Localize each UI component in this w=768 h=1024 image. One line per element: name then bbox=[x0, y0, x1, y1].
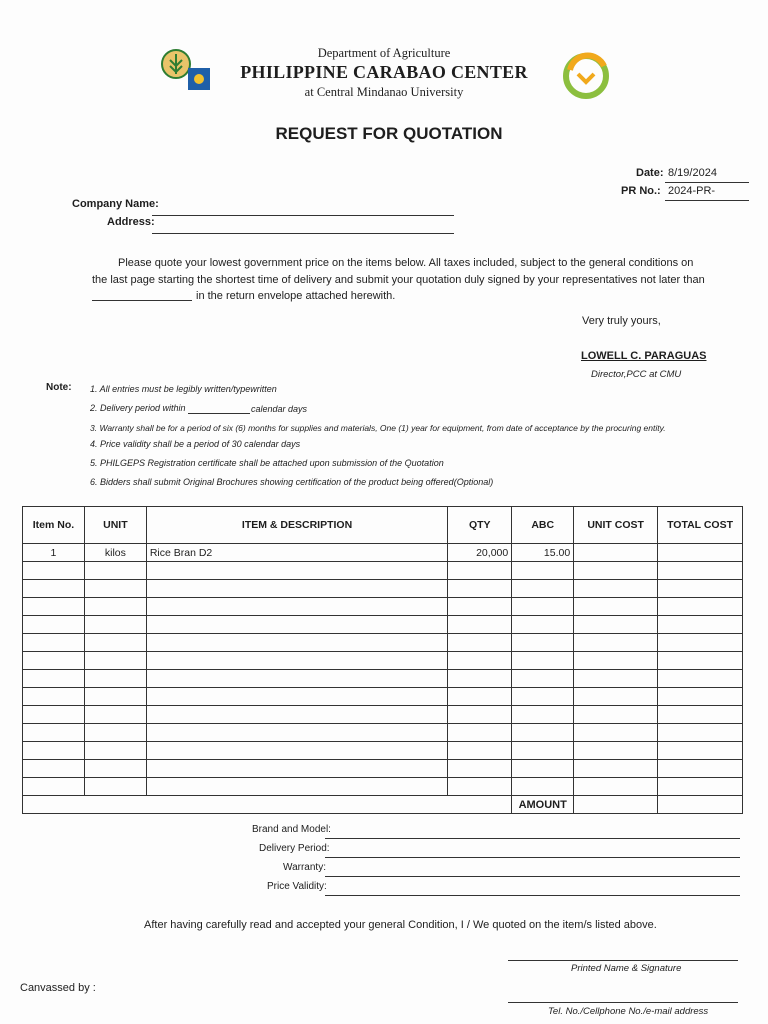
table-cell[interactable] bbox=[574, 688, 658, 706]
date-value: 8/19/2024 bbox=[668, 167, 717, 179]
table-cell[interactable] bbox=[658, 688, 743, 706]
table-cell bbox=[146, 688, 447, 706]
table-cell bbox=[146, 652, 447, 670]
col-description: ITEM & DESCRIPTION bbox=[146, 507, 447, 544]
note-item-5: 5. PHILGEPS Registration certificate shall be attached upon submission of the Quotation bbox=[90, 458, 444, 468]
table-cell bbox=[448, 760, 512, 778]
table-cell[interactable] bbox=[658, 634, 743, 652]
table-cell[interactable] bbox=[574, 742, 658, 760]
table-cell bbox=[84, 670, 146, 688]
table-row bbox=[23, 724, 743, 742]
note-item-6: 6. Bidders shall submit Original Brochures showing certification of the product being offered(Optional) bbox=[90, 477, 494, 487]
closing: Very truly yours, bbox=[582, 315, 661, 327]
table-cell bbox=[146, 760, 447, 778]
cell-description: Rice Bran D2 bbox=[146, 544, 447, 562]
table-cell[interactable] bbox=[574, 616, 658, 634]
table-cell bbox=[512, 724, 574, 742]
table-cell bbox=[84, 778, 146, 796]
table-cell bbox=[448, 598, 512, 616]
quotation-table bbox=[22, 506, 743, 814]
table-row bbox=[23, 616, 743, 634]
brand-line[interactable] bbox=[325, 838, 740, 839]
col-abc: ABC bbox=[512, 507, 574, 544]
col-unit: UNIT bbox=[84, 507, 146, 544]
note-label: Note: bbox=[46, 382, 72, 393]
cell-item-no: 1 bbox=[23, 544, 85, 562]
table-cell bbox=[23, 652, 85, 670]
table-row bbox=[23, 688, 743, 706]
intro-line-1: Please quote your lowest government price on the items below. All taxes included, subject to the general conditions on bbox=[118, 257, 694, 269]
table-cell bbox=[23, 634, 85, 652]
table-cell[interactable] bbox=[658, 742, 743, 760]
table-cell[interactable] bbox=[574, 670, 658, 688]
warranty-label: Warranty: bbox=[283, 862, 326, 873]
table-cell bbox=[448, 634, 512, 652]
address-label: Address: bbox=[107, 216, 155, 228]
table-cell bbox=[84, 562, 146, 580]
validity-line[interactable] bbox=[325, 895, 740, 896]
intro-line-3: in the return envelope attached herewith. bbox=[196, 290, 396, 302]
validity-label: Price Validity: bbox=[267, 881, 327, 892]
contact-label: Tel. No./Cellphone No./e-mail address bbox=[548, 1006, 709, 1017]
table-row bbox=[23, 760, 743, 778]
table-cell bbox=[23, 706, 85, 724]
amount-row bbox=[23, 796, 743, 814]
amount-total[interactable] bbox=[658, 796, 743, 814]
cell-abc: 15.00 bbox=[512, 544, 574, 562]
table-row bbox=[23, 598, 743, 616]
table-row bbox=[23, 706, 743, 724]
table-cell bbox=[512, 562, 574, 580]
table-cell[interactable] bbox=[658, 562, 743, 580]
pr-line bbox=[665, 200, 749, 201]
table-cell bbox=[84, 688, 146, 706]
table-cell bbox=[512, 616, 574, 634]
document-title: REQUEST FOR QUOTATION bbox=[275, 124, 503, 143]
table-cell bbox=[512, 706, 574, 724]
table-cell bbox=[23, 742, 85, 760]
table-cell bbox=[448, 742, 512, 760]
table-cell bbox=[23, 598, 85, 616]
cell-total-cost[interactable] bbox=[658, 544, 743, 562]
table-cell bbox=[448, 562, 512, 580]
table-cell[interactable] bbox=[574, 724, 658, 742]
table-row bbox=[23, 652, 743, 670]
table-cell bbox=[512, 580, 574, 598]
table-cell[interactable] bbox=[574, 706, 658, 724]
table-header-row bbox=[23, 507, 743, 544]
table-cell bbox=[448, 706, 512, 724]
amount-spacer bbox=[23, 796, 512, 814]
university-name: at Central Mindanao University bbox=[304, 85, 464, 99]
note-item-2-suffix: calendar days bbox=[251, 404, 308, 414]
table-cell bbox=[23, 778, 85, 796]
col-total-cost: TOTAL COST bbox=[658, 507, 743, 544]
table-cell bbox=[448, 616, 512, 634]
table-cell[interactable] bbox=[658, 580, 743, 598]
table-cell[interactable] bbox=[574, 760, 658, 778]
col-qty: QTY bbox=[448, 507, 512, 544]
table-cell[interactable] bbox=[658, 670, 743, 688]
table-cell[interactable] bbox=[574, 580, 658, 598]
table-cell bbox=[84, 598, 146, 616]
table-cell bbox=[512, 760, 574, 778]
pr-label: PR No.: bbox=[621, 185, 661, 197]
table-cell[interactable] bbox=[574, 634, 658, 652]
table-cell bbox=[512, 652, 574, 670]
table-cell bbox=[84, 706, 146, 724]
table-cell bbox=[84, 652, 146, 670]
table-row bbox=[23, 742, 743, 760]
table-body bbox=[23, 544, 743, 796]
center-name: PHILIPPINE CARABAO CENTER bbox=[240, 62, 528, 82]
acceptance-text: After having carefully read and accepted your general Condition, I / We quoted on the item/s listed above. bbox=[144, 919, 657, 931]
table-cell bbox=[448, 670, 512, 688]
amount-label: AMOUNT bbox=[512, 796, 574, 814]
table-cell bbox=[146, 706, 447, 724]
table-cell bbox=[448, 652, 512, 670]
note-item-1: 1. All entries must be legibly written/typewritten bbox=[90, 384, 277, 394]
table-cell[interactable] bbox=[658, 724, 743, 742]
table-cell bbox=[84, 616, 146, 634]
pr-value: 2024-PR- bbox=[668, 185, 716, 197]
table-row bbox=[23, 778, 743, 796]
note-item-2: 2. Delivery period within bbox=[90, 403, 186, 413]
table-cell bbox=[146, 562, 447, 580]
warranty-line[interactable] bbox=[325, 876, 740, 877]
printed-name-line[interactable] bbox=[508, 960, 738, 961]
table-cell[interactable] bbox=[574, 562, 658, 580]
table-cell[interactable] bbox=[574, 778, 658, 796]
table-cell bbox=[23, 670, 85, 688]
table-cell[interactable] bbox=[574, 598, 658, 616]
amount-unit-cost[interactable] bbox=[574, 796, 658, 814]
canvassed-label: Canvassed by : bbox=[20, 982, 96, 994]
table-cell bbox=[23, 580, 85, 598]
table-cell bbox=[84, 760, 146, 778]
delivery-label: Delivery Period: bbox=[259, 843, 330, 854]
table-cell bbox=[146, 724, 447, 742]
intro-line-2: the last page starting the shortest time of delivery and submit your quotation duly signed by your representatives not later than bbox=[92, 274, 705, 286]
table-row bbox=[23, 580, 743, 598]
table-cell bbox=[146, 616, 447, 634]
table-cell[interactable] bbox=[658, 706, 743, 724]
col-item-no: Item No. bbox=[23, 507, 85, 544]
table-cell[interactable] bbox=[574, 652, 658, 670]
note-item-4: 4. Price validity shall be a period of 30 calendar days bbox=[90, 439, 301, 449]
delivery-days-line bbox=[188, 413, 250, 414]
table-cell bbox=[23, 688, 85, 706]
table-row bbox=[23, 634, 743, 652]
table-row bbox=[23, 544, 743, 562]
date-label: Date: bbox=[636, 167, 664, 179]
printed-name-label: Printed Name & Signature bbox=[571, 963, 682, 974]
table-cell[interactable] bbox=[658, 760, 743, 778]
table-cell bbox=[448, 724, 512, 742]
signatory-name: LOWELL C. PARAGUAS bbox=[581, 350, 707, 362]
table-cell[interactable] bbox=[658, 598, 743, 616]
delivery-line[interactable] bbox=[325, 857, 740, 858]
table-cell bbox=[512, 634, 574, 652]
col-unit-cost: UNIT COST bbox=[574, 507, 658, 544]
table-cell bbox=[512, 688, 574, 706]
table-cell[interactable] bbox=[658, 778, 743, 796]
table-cell bbox=[448, 580, 512, 598]
note-item-3: 3. Warranty shall be for a period of six (6) months for supplies and materials, One (1) year for equipment, from date of acceptance by the procuring entity. bbox=[90, 423, 666, 433]
date-line bbox=[665, 182, 749, 183]
company-name-line bbox=[152, 215, 454, 216]
table-cell bbox=[512, 598, 574, 616]
table-cell bbox=[23, 760, 85, 778]
table-cell bbox=[23, 616, 85, 634]
table-cell bbox=[512, 742, 574, 760]
table-cell bbox=[23, 562, 85, 580]
table-cell bbox=[146, 598, 447, 616]
signatory-title: Director,PCC at CMU bbox=[591, 369, 682, 380]
table-cell bbox=[146, 670, 447, 688]
table-cell bbox=[512, 778, 574, 796]
table-row bbox=[23, 562, 743, 580]
brand-label: Brand and Model: bbox=[252, 824, 331, 835]
cell-qty: 20,000 bbox=[448, 544, 512, 562]
table-cell bbox=[448, 778, 512, 796]
address-line bbox=[152, 233, 454, 234]
table-cell bbox=[84, 634, 146, 652]
table-cell bbox=[512, 670, 574, 688]
cell-unit-cost[interactable] bbox=[574, 544, 658, 562]
table-cell bbox=[23, 724, 85, 742]
table-cell bbox=[84, 580, 146, 598]
department-name: Department of Agriculture bbox=[317, 46, 451, 60]
table-cell bbox=[146, 634, 447, 652]
table-cell[interactable] bbox=[658, 652, 743, 670]
table-cell bbox=[146, 742, 447, 760]
table-cell bbox=[448, 688, 512, 706]
table-cell bbox=[146, 580, 447, 598]
table-cell bbox=[84, 742, 146, 760]
table-cell bbox=[146, 778, 447, 796]
table-cell[interactable] bbox=[658, 616, 743, 634]
cell-unit: kilos bbox=[84, 544, 146, 562]
company-name-label: Company Name: bbox=[72, 198, 159, 210]
table-row bbox=[23, 670, 743, 688]
deadline-line bbox=[92, 300, 192, 301]
table-cell bbox=[84, 724, 146, 742]
contact-line[interactable] bbox=[508, 1002, 738, 1003]
